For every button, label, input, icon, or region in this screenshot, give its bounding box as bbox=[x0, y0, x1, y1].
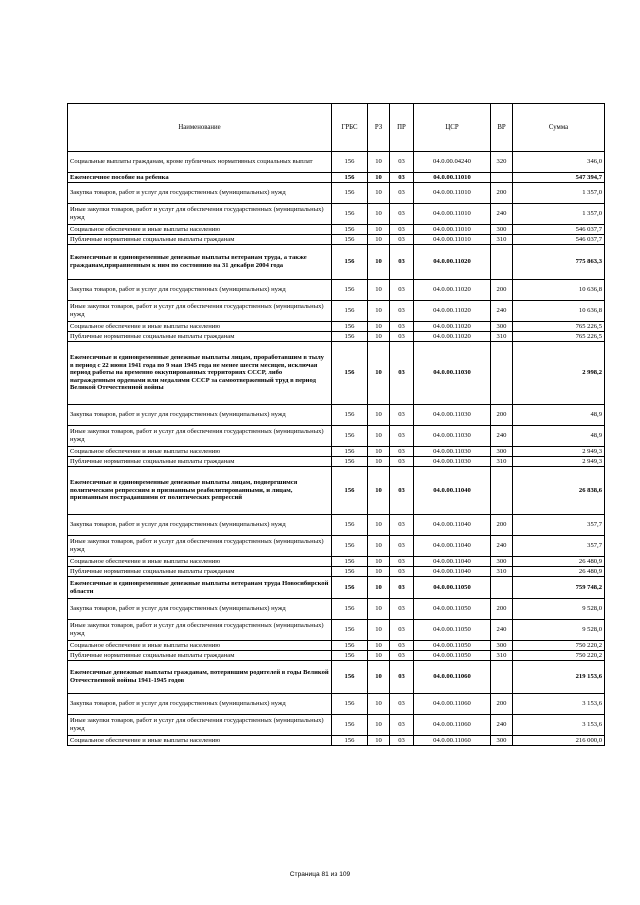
row-vr bbox=[491, 577, 513, 599]
row-grbs: 156 bbox=[332, 183, 368, 204]
row-pr: 03 bbox=[390, 332, 414, 342]
row-sum: 2 949,3 bbox=[513, 457, 605, 467]
row-sum: 10 636,8 bbox=[513, 280, 605, 301]
column-header-csr: ЦСР bbox=[414, 104, 491, 152]
row-pr: 03 bbox=[390, 515, 414, 536]
row-grbs: 156 bbox=[332, 599, 368, 620]
row-sum: 3 153,6 bbox=[513, 715, 605, 736]
row-grbs: 156 bbox=[332, 515, 368, 536]
table-row bbox=[68, 322, 605, 332]
row-vr: 320 bbox=[491, 152, 513, 173]
table-row bbox=[68, 567, 605, 577]
row-sum: 2 998,2 bbox=[513, 342, 605, 405]
row-sum: 9 528,0 bbox=[513, 599, 605, 620]
row-pr: 03 bbox=[390, 204, 414, 225]
row-name: Ежемесячные и единовременные денежные выплаты ветеранам труда, а также гражданам,приравненным к ним по состоянию на 31 декабря 2004 года bbox=[68, 245, 332, 280]
row-csr: 04.0.00.11020 bbox=[414, 332, 491, 342]
row-pr: 03 bbox=[390, 736, 414, 746]
row-grbs: 156 bbox=[332, 426, 368, 447]
row-pr: 03 bbox=[390, 342, 414, 405]
row-sum: 48,9 bbox=[513, 405, 605, 426]
table-row bbox=[68, 173, 605, 183]
row-grbs: 156 bbox=[332, 342, 368, 405]
row-rz: 10 bbox=[368, 322, 390, 332]
row-name: Социальное обеспечение и иные выплаты населению bbox=[68, 225, 332, 235]
row-pr: 03 bbox=[390, 467, 414, 515]
column-header-pr: ПР bbox=[390, 104, 414, 152]
row-rz: 10 bbox=[368, 536, 390, 557]
row-csr: 04.0.00.11020 bbox=[414, 322, 491, 332]
row-csr: 04.0.00.11010 bbox=[414, 183, 491, 204]
row-sum: 26 838,6 bbox=[513, 467, 605, 515]
table-row bbox=[68, 245, 605, 280]
row-vr: 200 bbox=[491, 694, 513, 715]
row-sum: 26 480,9 bbox=[513, 557, 605, 567]
row-name: Социальные выплаты гражданам, кроме публичных нормативных социальных выплат bbox=[68, 152, 332, 173]
row-csr: 04.0.00.11020 bbox=[414, 245, 491, 280]
row-csr: 04.0.00.11020 bbox=[414, 301, 491, 322]
row-pr: 03 bbox=[390, 567, 414, 577]
row-vr: 300 bbox=[491, 641, 513, 651]
row-rz: 10 bbox=[368, 557, 390, 567]
table-row bbox=[68, 715, 605, 736]
row-grbs: 156 bbox=[332, 245, 368, 280]
row-grbs: 156 bbox=[332, 322, 368, 332]
row-vr: 240 bbox=[491, 536, 513, 557]
row-rz: 10 bbox=[368, 715, 390, 736]
table-row bbox=[68, 225, 605, 235]
row-sum: 546 037,7 bbox=[513, 225, 605, 235]
row-rz: 10 bbox=[368, 183, 390, 204]
row-csr: 04.0.00.11050 bbox=[414, 620, 491, 641]
row-pr: 03 bbox=[390, 322, 414, 332]
row-pr: 03 bbox=[390, 173, 414, 183]
row-name: Ежемесячные и единовременные денежные выплаты ветеранам труда Новосибирской области bbox=[68, 577, 332, 599]
row-csr: 04.0.00.11060 bbox=[414, 736, 491, 746]
row-vr: 310 bbox=[491, 567, 513, 577]
table-row bbox=[68, 342, 605, 405]
table-row bbox=[68, 301, 605, 322]
row-vr: 200 bbox=[491, 183, 513, 204]
table-row bbox=[68, 661, 605, 694]
table-row bbox=[68, 736, 605, 746]
row-grbs: 156 bbox=[332, 567, 368, 577]
column-header-sum: Сумма bbox=[513, 104, 605, 152]
row-grbs: 156 bbox=[332, 173, 368, 183]
row-name: Социальное обеспечение и иные выплаты населению bbox=[68, 322, 332, 332]
table-row bbox=[68, 536, 605, 557]
row-pr: 03 bbox=[390, 447, 414, 457]
row-rz: 10 bbox=[368, 567, 390, 577]
row-csr: 04.0.00.11010 bbox=[414, 173, 491, 183]
row-grbs: 156 bbox=[332, 225, 368, 235]
row-grbs: 156 bbox=[332, 332, 368, 342]
row-vr: 200 bbox=[491, 280, 513, 301]
row-pr: 03 bbox=[390, 694, 414, 715]
row-grbs: 156 bbox=[332, 280, 368, 301]
table-row bbox=[68, 280, 605, 301]
column-header-rz: РЗ bbox=[368, 104, 390, 152]
row-pr: 03 bbox=[390, 457, 414, 467]
row-sum: 3 153,6 bbox=[513, 694, 605, 715]
row-sum: 346,0 bbox=[513, 152, 605, 173]
table-row bbox=[68, 577, 605, 599]
row-rz: 10 bbox=[368, 235, 390, 245]
row-grbs: 156 bbox=[332, 301, 368, 322]
row-rz: 10 bbox=[368, 152, 390, 173]
row-name: Ежемесячные денежные выплаты гражданам, потерявшим родителей в годы Великой Отечественной войны 1941-1945 годов bbox=[68, 661, 332, 694]
row-csr: 04.0.00.11060 bbox=[414, 661, 491, 694]
row-vr: 200 bbox=[491, 405, 513, 426]
table-row bbox=[68, 467, 605, 515]
row-rz: 10 bbox=[368, 620, 390, 641]
row-sum: 357,7 bbox=[513, 515, 605, 536]
row-sum: 26 480,9 bbox=[513, 567, 605, 577]
row-name: Закупка товаров, работ и услуг для государственных (муниципальных) нужд bbox=[68, 599, 332, 620]
row-pr: 03 bbox=[390, 577, 414, 599]
row-vr: 240 bbox=[491, 620, 513, 641]
row-vr: 300 bbox=[491, 447, 513, 457]
row-name: Социальное обеспечение и иные выплаты населению bbox=[68, 736, 332, 746]
table-row bbox=[68, 204, 605, 225]
row-csr: 04.0.00.11050 bbox=[414, 599, 491, 620]
row-rz: 10 bbox=[368, 447, 390, 457]
row-csr: 04.0.00.11030 bbox=[414, 405, 491, 426]
row-grbs: 156 bbox=[332, 641, 368, 651]
row-rz: 10 bbox=[368, 694, 390, 715]
row-pr: 03 bbox=[390, 225, 414, 235]
row-vr: 300 bbox=[491, 322, 513, 332]
row-csr: 04.0.00.11050 bbox=[414, 651, 491, 661]
row-vr: 300 bbox=[491, 736, 513, 746]
row-sum: 750 220,2 bbox=[513, 651, 605, 661]
table-body bbox=[68, 152, 605, 746]
row-rz: 10 bbox=[368, 661, 390, 694]
row-name: Иные закупки товаров, работ и услуг для обеспечения государственных (муниципальных) нужд bbox=[68, 536, 332, 557]
row-csr: 04.0.00.11010 bbox=[414, 204, 491, 225]
table-row bbox=[68, 332, 605, 342]
table-row bbox=[68, 457, 605, 467]
row-grbs: 156 bbox=[332, 235, 368, 245]
row-vr: 200 bbox=[491, 515, 513, 536]
row-sum: 9 528,0 bbox=[513, 620, 605, 641]
row-sum: 219 153,6 bbox=[513, 661, 605, 694]
row-grbs: 156 bbox=[332, 204, 368, 225]
row-sum: 48,9 bbox=[513, 426, 605, 447]
row-vr: 310 bbox=[491, 332, 513, 342]
row-csr: 04.0.00.11060 bbox=[414, 715, 491, 736]
row-rz: 10 bbox=[368, 332, 390, 342]
row-grbs: 156 bbox=[332, 577, 368, 599]
row-rz: 10 bbox=[368, 405, 390, 426]
row-vr: 300 bbox=[491, 557, 513, 567]
row-name: Закупка товаров, работ и услуг для государственных (муниципальных) нужд bbox=[68, 694, 332, 715]
row-rz: 10 bbox=[368, 245, 390, 280]
row-vr: 240 bbox=[491, 204, 513, 225]
row-grbs: 156 bbox=[332, 405, 368, 426]
row-vr: 300 bbox=[491, 225, 513, 235]
row-sum: 1 357,0 bbox=[513, 204, 605, 225]
row-sum: 546 037,7 bbox=[513, 235, 605, 245]
row-pr: 03 bbox=[390, 235, 414, 245]
row-pr: 03 bbox=[390, 280, 414, 301]
row-rz: 10 bbox=[368, 736, 390, 746]
row-rz: 10 bbox=[368, 342, 390, 405]
column-header-name: Наименование bbox=[68, 104, 332, 152]
row-pr: 03 bbox=[390, 405, 414, 426]
row-csr: 04.0.00.11040 bbox=[414, 467, 491, 515]
row-name: Публичные нормативные социальные выплаты гражданам bbox=[68, 567, 332, 577]
row-name: Социальное обеспечение и иные выплаты населению bbox=[68, 557, 332, 567]
row-pr: 03 bbox=[390, 641, 414, 651]
row-vr: 200 bbox=[491, 599, 513, 620]
row-csr: 04.0.00.11030 bbox=[414, 447, 491, 457]
budget-table bbox=[67, 103, 605, 746]
row-rz: 10 bbox=[368, 426, 390, 447]
row-vr: 310 bbox=[491, 457, 513, 467]
row-csr: 04.0.00.11050 bbox=[414, 641, 491, 651]
table-row bbox=[68, 426, 605, 447]
row-pr: 03 bbox=[390, 661, 414, 694]
table-row bbox=[68, 405, 605, 426]
row-csr: 04.0.00.11040 bbox=[414, 515, 491, 536]
row-name: Публичные нормативные социальные выплаты гражданам bbox=[68, 457, 332, 467]
row-pr: 03 bbox=[390, 301, 414, 322]
row-pr: 03 bbox=[390, 183, 414, 204]
row-grbs: 156 bbox=[332, 620, 368, 641]
row-sum: 10 636,8 bbox=[513, 301, 605, 322]
row-pr: 03 bbox=[390, 715, 414, 736]
row-vr bbox=[491, 467, 513, 515]
row-name: Публичные нормативные социальные выплаты гражданам bbox=[68, 235, 332, 245]
row-csr: 04.0.00.11040 bbox=[414, 567, 491, 577]
row-rz: 10 bbox=[368, 280, 390, 301]
row-rz: 10 bbox=[368, 204, 390, 225]
row-grbs: 156 bbox=[332, 447, 368, 457]
row-vr bbox=[491, 173, 513, 183]
row-sum: 759 748,2 bbox=[513, 577, 605, 599]
row-csr: 04.0.00.11050 bbox=[414, 577, 491, 599]
column-header-grbs: ГРБС bbox=[332, 104, 368, 152]
row-sum: 547 394,7 bbox=[513, 173, 605, 183]
row-name: Ежемесячное пособие на ребенка bbox=[68, 173, 332, 183]
row-rz: 10 bbox=[368, 301, 390, 322]
row-sum: 2 949,3 bbox=[513, 447, 605, 457]
table-row bbox=[68, 694, 605, 715]
row-csr: 04.0.00.11010 bbox=[414, 235, 491, 245]
row-pr: 03 bbox=[390, 536, 414, 557]
row-grbs: 156 bbox=[332, 661, 368, 694]
table-row bbox=[68, 152, 605, 173]
row-rz: 10 bbox=[368, 599, 390, 620]
row-vr bbox=[491, 245, 513, 280]
table-row bbox=[68, 515, 605, 536]
row-vr bbox=[491, 661, 513, 694]
row-name: Социальное обеспечение и иные выплаты населению bbox=[68, 447, 332, 457]
row-pr: 03 bbox=[390, 426, 414, 447]
table-row bbox=[68, 183, 605, 204]
row-grbs: 156 bbox=[332, 536, 368, 557]
row-name: Закупка товаров, работ и услуг для государственных (муниципальных) нужд bbox=[68, 405, 332, 426]
row-grbs: 156 bbox=[332, 736, 368, 746]
row-csr: 04.0.00.11040 bbox=[414, 557, 491, 567]
row-name: Публичные нормативные социальные выплаты гражданам bbox=[68, 332, 332, 342]
row-name: Иные закупки товаров, работ и услуг для обеспечения государственных (муниципальных) нужд bbox=[68, 620, 332, 641]
row-rz: 10 bbox=[368, 577, 390, 599]
row-grbs: 156 bbox=[332, 152, 368, 173]
row-sum: 765 226,5 bbox=[513, 322, 605, 332]
row-csr: 04.0.00.11030 bbox=[414, 342, 491, 405]
row-grbs: 156 bbox=[332, 651, 368, 661]
row-name: Ежемесячные и единовременные денежные выплаты лицам, проработавшим в тылу в период с 22 июня 1941 года по 9 мая 1945 года не менее шести месяцев, исключая период работы на временно оккупированных территориях СССР, либо награжденным орденами или медалями СССР за самоотверженный труд в период Великой Отечественной войны bbox=[68, 342, 332, 405]
row-pr: 03 bbox=[390, 245, 414, 280]
row-grbs: 156 bbox=[332, 467, 368, 515]
row-sum: 216 000,0 bbox=[513, 736, 605, 746]
row-name: Публичные нормативные социальные выплаты гражданам bbox=[68, 651, 332, 661]
row-vr: 310 bbox=[491, 651, 513, 661]
row-pr: 03 bbox=[390, 557, 414, 567]
table-row bbox=[68, 641, 605, 651]
row-pr: 03 bbox=[390, 599, 414, 620]
row-csr: 04.0.00.11010 bbox=[414, 225, 491, 235]
row-vr: 310 bbox=[491, 235, 513, 245]
row-vr: 240 bbox=[491, 301, 513, 322]
column-header-vr: ВР bbox=[491, 104, 513, 152]
table-row bbox=[68, 447, 605, 457]
row-sum: 357,7 bbox=[513, 536, 605, 557]
row-sum: 765 226,5 bbox=[513, 332, 605, 342]
row-rz: 10 bbox=[368, 467, 390, 515]
table-row bbox=[68, 651, 605, 661]
row-name: Социальное обеспечение и иные выплаты населению bbox=[68, 641, 332, 651]
row-rz: 10 bbox=[368, 641, 390, 651]
table-row bbox=[68, 557, 605, 567]
row-name: Закупка товаров, работ и услуг для государственных (муниципальных) нужд bbox=[68, 280, 332, 301]
page-footer: Страница 81 из 109 bbox=[289, 871, 351, 878]
row-grbs: 156 bbox=[332, 457, 368, 467]
row-name: Иные закупки товаров, работ и услуг для обеспечения государственных (муниципальных) нужд bbox=[68, 301, 332, 322]
table-row bbox=[68, 599, 605, 620]
row-pr: 03 bbox=[390, 651, 414, 661]
row-grbs: 156 bbox=[332, 557, 368, 567]
row-csr: 04.0.00.11020 bbox=[414, 280, 491, 301]
row-rz: 10 bbox=[368, 225, 390, 235]
row-rz: 10 bbox=[368, 515, 390, 536]
row-csr: 04.0.00.11030 bbox=[414, 457, 491, 467]
table-row bbox=[68, 235, 605, 245]
row-name: Закупка товаров, работ и услуг для государственных (муниципальных) нужд bbox=[68, 183, 332, 204]
row-sum: 775 863,3 bbox=[513, 245, 605, 280]
row-name: Иные закупки товаров, работ и услуг для обеспечения государственных (муниципальных) нужд bbox=[68, 426, 332, 447]
row-name: Ежемесячные и единовременные денежные выплаты лицам, подвергшимся политическим репрессиям и признанным реабилитированными, и лицам, признанным пострадавшими от политических репрессий bbox=[68, 467, 332, 515]
table-row bbox=[68, 620, 605, 641]
row-sum: 750 220,2 bbox=[513, 641, 605, 651]
row-vr bbox=[491, 342, 513, 405]
row-sum: 1 357,0 bbox=[513, 183, 605, 204]
row-csr: 04.0.00.11040 bbox=[414, 536, 491, 557]
row-name: Иные закупки товаров, работ и услуг для обеспечения государственных (муниципальных) нужд bbox=[68, 715, 332, 736]
row-vr: 240 bbox=[491, 715, 513, 736]
row-csr: 04.0.00.11030 bbox=[414, 426, 491, 447]
row-name: Иные закупки товаров, работ и услуг для обеспечения государственных (муниципальных) нужд bbox=[68, 204, 332, 225]
row-vr: 240 bbox=[491, 426, 513, 447]
row-csr: 04.0.00.04240 bbox=[414, 152, 491, 173]
row-rz: 10 bbox=[368, 173, 390, 183]
row-rz: 10 bbox=[368, 651, 390, 661]
row-rz: 10 bbox=[368, 457, 390, 467]
row-grbs: 156 bbox=[332, 715, 368, 736]
row-pr: 03 bbox=[390, 152, 414, 173]
row-pr: 03 bbox=[390, 620, 414, 641]
row-csr: 04.0.00.11060 bbox=[414, 694, 491, 715]
table-header-row bbox=[68, 104, 605, 152]
row-grbs: 156 bbox=[332, 694, 368, 715]
row-name: Закупка товаров, работ и услуг для государственных (муниципальных) нужд bbox=[68, 515, 332, 536]
